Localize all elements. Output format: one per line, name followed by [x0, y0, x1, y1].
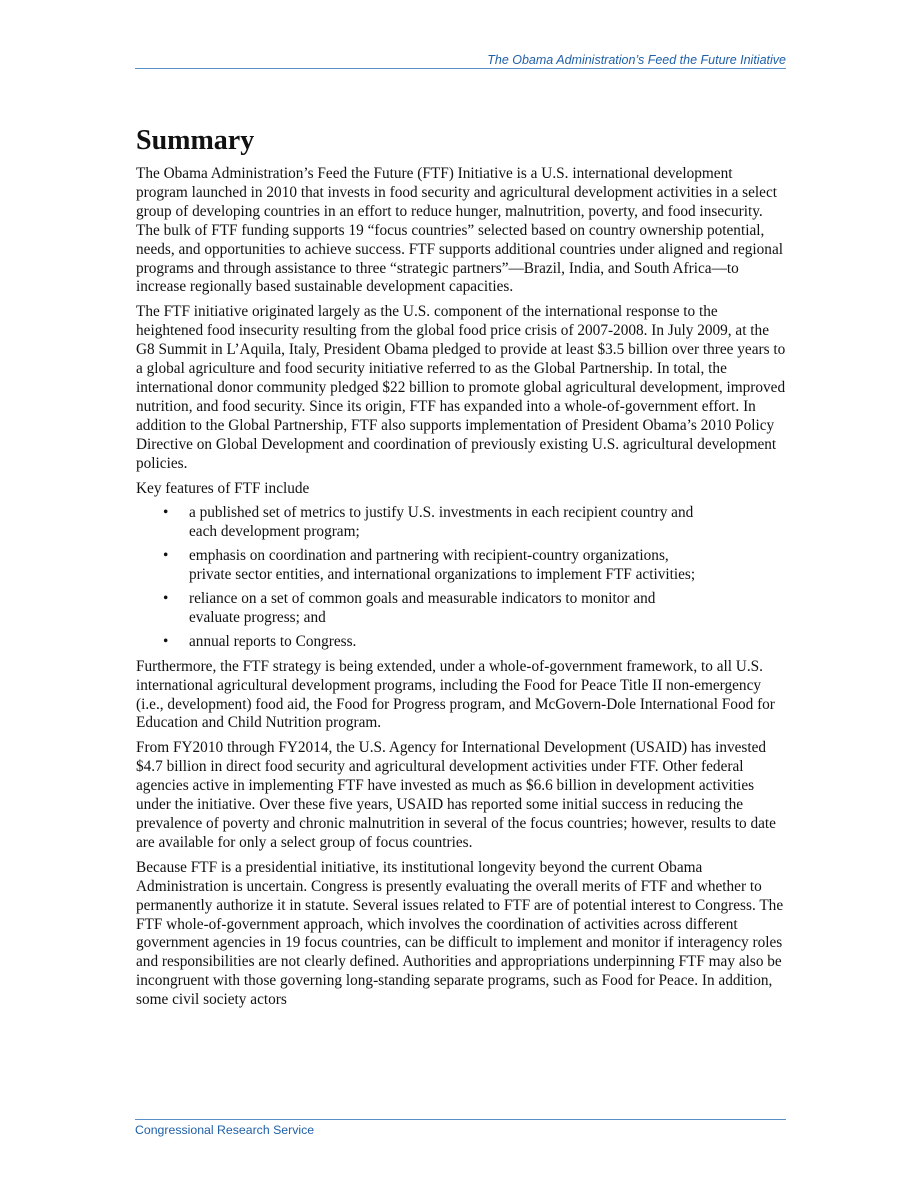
bullet-icon: • — [163, 632, 169, 650]
section-heading: Summary — [136, 125, 255, 156]
list-item — [136, 504, 709, 542]
footer-organization: Congressional Research Service — [135, 1123, 315, 1137]
body-paragraph: From FY2010 through FY2014, the U.S. Agency for International Development (USAID) has invested $4.7 billion in direct food security and agricultural development activities under FTF. Other federal agencies active in implementing FTF have invested as much as $6.6 billion in development activities under the initiative. Over these five years, USAID has reported some initial success in reducing the prevalence of poverty and chronic malnutrition in several of the focus countries; however, results to date are available for only a select group of focus countries. — [136, 739, 776, 851]
list-intro: Key features of FTF include — [136, 479, 310, 497]
body-paragraph: Furthermore, the FTF strategy is being extended, under a whole-of-government framework, to all U.S. international agricultural development programs, including the Food for Peace Title II non-emergency (i.e., development) food aid, the Food for Progress program, and McGovern-Dole International Food for Education and Child Nutrition program. — [136, 657, 775, 732]
list-item — [136, 547, 709, 585]
list-item-text: emphasis on coordination and partnering with recipient-country organizations, private sector entities, and international organizations to implement FTF activities; — [189, 547, 696, 584]
list-item — [136, 633, 709, 652]
running-footer — [135, 1119, 786, 1137]
bullet-icon: • — [163, 590, 169, 608]
list-item-text: a published set of metrics to justify U.S. investments in each recipient country and each development program; — [189, 504, 694, 541]
bullet-icon: • — [163, 547, 169, 565]
list-item — [136, 590, 709, 628]
body-paragraph: The Obama Administration’s Feed the Future (FTF) Initiative is a U.S. international development program launched in 2010 that invests in food security and agricultural development activities in a select group of developing countries in an effort to reduce hunger, malnutrition, poverty, and food insecurity. The bulk of FTF funding supports 19 “focus countries” selected based on country ownership potential, needs, and opportunities to achieve success. FTF supports additional countries under aligned and regional programs and through assistance to three “strategic partners”—Brazil, India, and South Africa—to increase regionally based sustainable development capacities. — [136, 165, 783, 296]
document-body — [136, 125, 788, 1016]
running-header — [135, 53, 786, 69]
body-paragraph: The FTF initiative originated largely as the U.S. component of the international response to the heightened food insecurity resulting from the global food price crisis of 2007-2008. In July 2009, at the G8 Summit in L’Aquila, Italy, President Obama pledged to provide at least $3.5 billion over three years to a global agriculture and food security initiative referred to as the Global Partnership. In total, the international donor community pledged $22 billion to promote global agricultural development, improved nutrition, and food security. Since its origin, FTF has expanded into a whole-of-government effort. In addition to the Global Partnership, FTF also supports implementation of President Obama’s 2010 Policy Directive on Global Development and coordination of previously existing U.S. agricultural development policies. — [136, 303, 786, 472]
list-item-text: annual reports to Congress. — [189, 632, 357, 650]
body-paragraph: Because FTF is a presidential initiative, its institutional longevity beyond the current Obama Administration is uncertain. Congress is presently evaluating the overall merits of FTF and whether to permanently authorize it in statute. Several issues related to FTF are of potential interest to Congress. The FTF whole-of-government approach, which involves the coordination of activities across different government agencies in 19 focus countries, can be difficult to implement and monitor if interagency roles and responsibilities are not clearly defined. Authorities and appropriations underpinning FTF may also be incongruent with those governing long-standing separate programs, such as Food for Peace. In addition, some civil society actors — [136, 858, 784, 1009]
running-header-title: The Obama Administration’s Feed the Future Initiative — [487, 53, 786, 67]
bullet-icon: • — [163, 504, 169, 522]
key-features-list — [136, 504, 788, 651]
list-item-text: reliance on a set of common goals and measurable indicators to monitor and evaluate progress; and — [189, 590, 656, 626]
